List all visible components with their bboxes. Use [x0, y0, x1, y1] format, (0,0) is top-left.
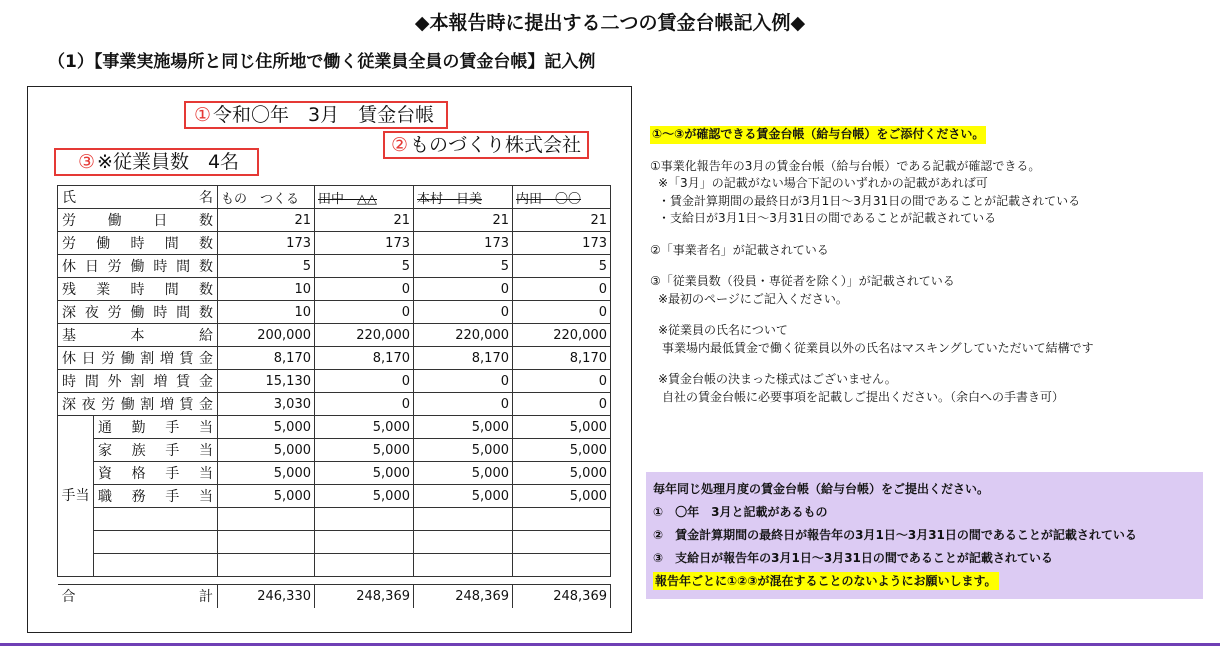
table-cell: 8,170	[414, 347, 513, 370]
table-cell: 5,000	[218, 439, 315, 462]
name-header-label: 氏 名	[58, 186, 218, 209]
requirements-notes	[650, 126, 1210, 406]
table-cell: 5,000	[218, 416, 315, 439]
row-label: 深夜労働時間数	[58, 301, 218, 324]
table-row	[58, 301, 611, 324]
table-cell: 5,000	[414, 462, 513, 485]
note-4a: 事業場内最低賃金で働く従業員以外の氏名はマスキングしていただいて結構です	[662, 340, 1094, 355]
row-label: 休日労働割増賃金	[58, 347, 218, 370]
total-cell: 248,369	[513, 585, 611, 608]
bottom-rule	[0, 643, 1220, 646]
table-row	[58, 255, 611, 278]
allowance-row	[58, 462, 611, 485]
note-1a: ※「3月」の記載がない場合下記のいずれかの記載があれば可	[658, 176, 988, 190]
table-cell: 220,000	[513, 324, 611, 347]
section-subtitle: （1）【事業実施場所と同じ住所地で働く従業員全員の賃金台帳】記入例	[48, 52, 596, 72]
total-cell: 248,369	[414, 585, 513, 608]
table-row	[58, 370, 611, 393]
table-cell: 3,030	[218, 393, 315, 416]
ellipsis-gap	[58, 577, 611, 585]
table-cell: 173	[513, 232, 611, 255]
ledger-title-text: 令和〇年 3月 賃金台帳	[213, 103, 435, 126]
table-cell: 0	[414, 301, 513, 324]
purple-line-3: ② 賃金計算期間の最終日が報告年の3月1日～3月31日の間であることが記載されている	[653, 528, 1137, 542]
table-cell: 5,000	[513, 462, 611, 485]
table-cell: 5,000	[414, 416, 513, 439]
employee-name-cell-masked: 内田 〇〇	[513, 186, 611, 209]
table-cell: 10	[218, 301, 315, 324]
table-cell: 21	[414, 209, 513, 232]
row-label: 時間外割増賃金	[58, 370, 218, 393]
table-cell: 173	[218, 232, 315, 255]
purple-line-1: 毎年同じ処理月度の賃金台帳（給与台帳）をご提出ください。	[653, 482, 990, 496]
blank-row	[58, 554, 611, 577]
purple-highlight: 報告年ごとに①②③が混在することのないようにお願いします。	[655, 574, 997, 588]
table-cell: 21	[513, 209, 611, 232]
table-cell: 5,000	[315, 416, 414, 439]
row-label: 基本給	[58, 324, 218, 347]
row-label: 労働日数	[58, 209, 218, 232]
table-cell: 5,000	[315, 462, 414, 485]
row-label: 通勤手当	[94, 416, 218, 439]
table-cell: 0	[315, 393, 414, 416]
note-4: ※従業員の氏名について	[658, 323, 788, 337]
table-row	[58, 324, 611, 347]
table-cell: 5,000	[513, 485, 611, 508]
blank-row	[58, 531, 611, 554]
table-cell: 200,000	[218, 324, 315, 347]
note-1c: ・支給日が3月1日～3月31日の間であることが記載されている	[658, 211, 997, 225]
table-cell: 5,000	[218, 462, 315, 485]
note-5: ※賃金台帳の決まった様式はございません。	[658, 372, 897, 386]
wage-ledger-sample	[27, 86, 632, 633]
table-cell: 21	[315, 209, 414, 232]
note-2: ②「事業者名」が記載されている	[650, 242, 829, 257]
row-label: 職務手当	[94, 485, 218, 508]
table-cell: 220,000	[315, 324, 414, 347]
table-cell: 0	[513, 301, 611, 324]
table-cell: 5	[315, 255, 414, 278]
table-cell: 5	[218, 255, 315, 278]
note-1: ①事業化報告年の3月の賃金台帳（給与台帳）である記載が確認できる。	[650, 158, 1041, 173]
table-cell: 5,000	[218, 485, 315, 508]
wage-table	[57, 185, 611, 608]
row-label: 資格手当	[94, 462, 218, 485]
table-cell: 5	[513, 255, 611, 278]
note-3a: ※最初のページにご記入ください。	[658, 291, 848, 306]
table-cell: 5	[414, 255, 513, 278]
table-cell: 0	[414, 393, 513, 416]
row-label: 労働時間数	[58, 232, 218, 255]
marker-2: ②	[391, 133, 409, 156]
table-cell: 0	[315, 370, 414, 393]
table-cell: 5,000	[513, 439, 611, 462]
note-3: ③「従業員数（役員・専従者を除く）」が記載されている	[650, 274, 955, 288]
table-cell: 15,130	[218, 370, 315, 393]
table-cell: 0	[513, 370, 611, 393]
table-cell: 0	[315, 278, 414, 301]
row-label: 休日労働時間数	[58, 255, 218, 278]
allowance-row	[58, 485, 611, 508]
employee-count-box	[54, 148, 259, 176]
employee-name-cell-masked: 本村 日美	[414, 186, 513, 209]
table-row	[58, 209, 611, 232]
row-label: 家族手当	[94, 439, 218, 462]
table-cell: 220,000	[414, 324, 513, 347]
company-name-text: ものづくり株式会社	[410, 133, 582, 156]
row-label: 残業時間数	[58, 278, 218, 301]
allowance-side-label: 手当	[58, 416, 94, 577]
table-cell: 5,000	[315, 439, 414, 462]
total-row	[58, 585, 611, 608]
table-header-row	[58, 186, 611, 209]
marker-3: ③	[78, 150, 96, 173]
blank-row	[58, 508, 611, 531]
page-title: ◆本報告時に提出する二つの賃金台帳記入例◆	[414, 12, 806, 34]
marker-1: ①	[194, 103, 212, 126]
table-row	[58, 278, 611, 301]
purple-line-4: ③ 支給日が報告年の3月1日～3月31日の間であることが記載されている	[653, 551, 1053, 565]
row-label: 深夜労働割増賃金	[58, 393, 218, 416]
table-cell: 8,170	[513, 347, 611, 370]
table-cell: 5,000	[414, 485, 513, 508]
note-5a: 自社の賃金台帳に必要事項を記載しご提出ください。（余白への手書き可）	[662, 389, 1065, 404]
table-cell: 173	[315, 232, 414, 255]
table-cell: 5,000	[513, 416, 611, 439]
employee-count-text: ※従業員数 4名	[97, 150, 240, 173]
allowance-row	[58, 439, 611, 462]
company-name-box	[383, 131, 589, 159]
table-cell: 5,000	[414, 439, 513, 462]
total-cell: 248,369	[315, 585, 414, 608]
table-row	[58, 347, 611, 370]
table-cell: 173	[414, 232, 513, 255]
annual-submission-box	[646, 472, 1203, 599]
table-cell: 0	[513, 278, 611, 301]
total-label: 合 計	[58, 585, 218, 608]
table-cell: 0	[414, 370, 513, 393]
table-cell: 8,170	[315, 347, 414, 370]
table-cell: 8,170	[218, 347, 315, 370]
table-cell: 21	[218, 209, 315, 232]
table-cell: 5,000	[315, 485, 414, 508]
note-1b: ・賃金計算期間の最終日が3月1日～3月31日の間であることが記載されている	[658, 193, 1081, 208]
notes-headline: ①～③が確認できる賃金台帳（給与台帳）をご添付ください。	[650, 126, 986, 144]
table-cell: 0	[513, 393, 611, 416]
employee-name-cell-masked: 田中 △△	[315, 186, 414, 209]
employee-name-cell: もの つくる	[218, 186, 315, 209]
ledger-title-box	[184, 101, 448, 129]
table-cell: 0	[414, 278, 513, 301]
purple-line-2: ① 〇年 3月と記載があるもの	[653, 505, 828, 519]
table-row	[58, 232, 611, 255]
total-cell: 246,330	[218, 585, 315, 608]
table-cell: 10	[218, 278, 315, 301]
table-row	[58, 393, 611, 416]
allowance-row	[58, 416, 611, 439]
table-cell: 0	[315, 301, 414, 324]
